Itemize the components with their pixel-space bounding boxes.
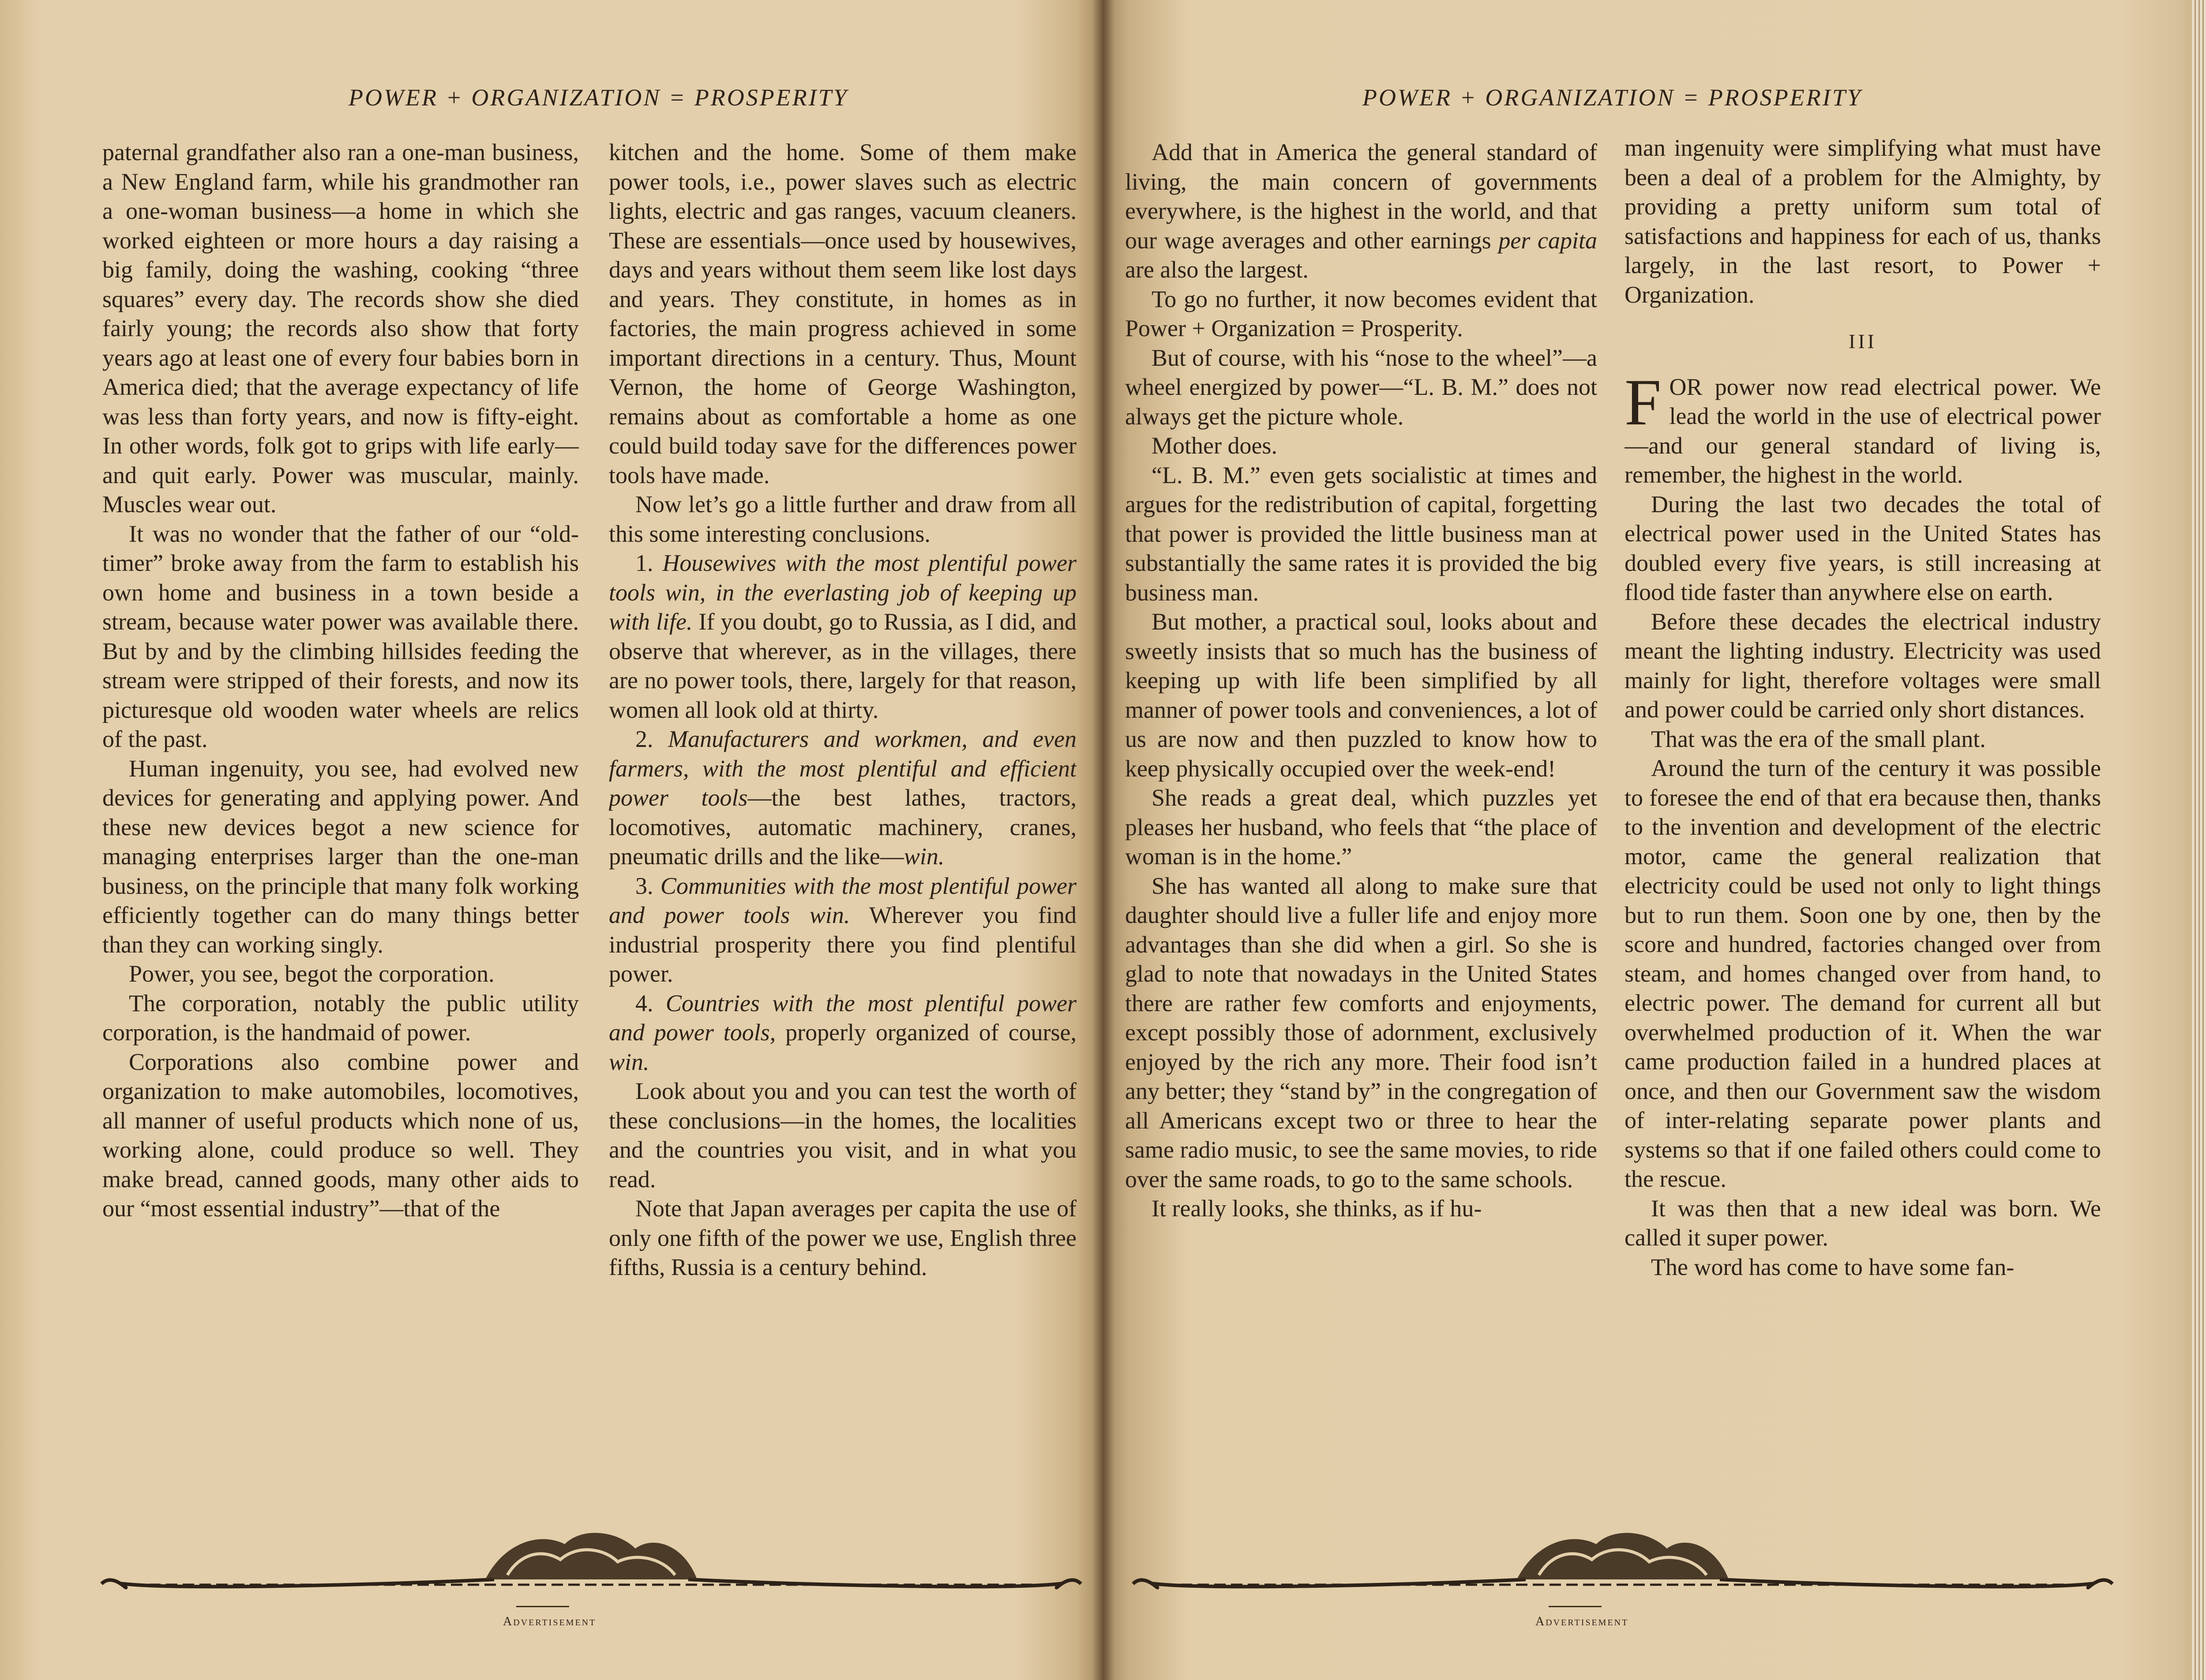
paragraph: paternal grandfather also ran a one-man business, a New England farm, while his grandmother ran a one-woman business—a home in which she worked eighteen or more hours a day raising a big family, doing the washing, cooking “three squares” every day. The records show she died fairly young; the records also show that forty years ago at least one of every four babies born in America died; that the average expectancy of life was less than forty years, and now is fifty-eight. In other words, folk got to grips with life early—and quit early. Power was muscular, mainly. Muscles wear out. <box>102 139 579 518</box>
paragraph: During the last two decades the total of electrical power used in the United States has doubled every five years, is still increasing at flood tide faster than anywhere else on earth. <box>1624 491 2101 605</box>
paragraph: But mother, a practical soul, looks about and sweetly insists that so much has the business of keeping up with life been simplified by all manner of power tools and conveniences, a lot of us are now and then puzzled to know how to keep physically occupied over the week-end! <box>1125 608 1597 782</box>
item-emphasis: Manufacturers and workmen, and even farmers, with the most plentiful and efficient power tools <box>609 726 1077 811</box>
paragraph: Human ingenuity, you see, had evolved new devices for generating and applying power. And these new devices begot a new science for managing enterprises larger than the one-man business, on the principle that many folk working efficiently together can do many things better than they can working singly. <box>102 755 579 958</box>
paragraph: It really looks, she thinks, as if hu- <box>1152 1195 1482 1222</box>
conclusion-item <box>609 548 1077 724</box>
section-number: III <box>1849 330 1877 352</box>
paragraph <box>1125 138 1597 285</box>
advertisement-rule <box>1549 1606 1602 1607</box>
paragraph: “L. B. M.” even gets socialistic at times and argues for the redistribution of capital, forgetting that power is provided the little business man at substantially the same rates it is provided the big business man. <box>1125 461 1597 606</box>
paragraph: The corporation, notably the public utility corporation, is the handmaid of power. <box>102 990 579 1046</box>
item-text: properly organized of course, <box>776 1019 1077 1046</box>
paragraph-emphasis: per capita <box>1498 227 1597 254</box>
running-head: POWER + ORGANIZATION = PROSPERITY <box>349 84 848 111</box>
left-column-1 <box>102 138 579 1501</box>
item-text: Wherever you find industrial prosperity there you find plentiful power. <box>609 902 1077 987</box>
item-emphasis-tail: win. <box>609 1048 649 1075</box>
paragraph: Corporations also combine power and organization to make automobiles, locomotives, all manner of useful products which none of us, working alone, could produce so well. They make bread, canned goods, many other aids to our “most essential industry”—that of the <box>102 1048 579 1222</box>
ornamental-footer-icon <box>97 1518 1085 1610</box>
page-edges <box>2192 0 2206 1680</box>
paragraph-text-tail: are also the largest. <box>1125 256 1309 283</box>
paragraph: She reads a great deal, which puzzles yet pleases her husband, who feels that “the place of woman is in the home.” <box>1125 784 1597 870</box>
ornamental-footer-icon <box>1129 1518 2117 1610</box>
left-column-2 <box>609 138 1077 1501</box>
dropcap: F <box>1624 365 1662 439</box>
conclusion-item <box>609 989 1077 1077</box>
paragraph: It was no wonder that the father of our “old-timer” broke away from the farm to establish his own home and business in a town beside a stream, because water power was available there. But by and by the climbing hillsides feeding the stream were stripped of their forests, and now its picturesque old wooden water wheels are relics of the past. <box>102 520 579 752</box>
advertisement-label: Advertisement <box>503 1615 597 1628</box>
paragraph: Note that Japan averages per capita the use of only one fifth of the power we use, English three fifths, Russia is a century behind. <box>609 1195 1077 1280</box>
item-text: —the best lathes, tractors, locomotives, automatic machinery, cranes, pneumatic drills and the like— <box>609 784 1077 870</box>
paragraph: The word has come to have some fan- <box>1651 1253 2015 1280</box>
paragraph: Now let’s go a little further and draw from all this some interesting conclusions. <box>609 491 1077 547</box>
paragraph: Power, you see, begot the corporation. <box>129 960 495 987</box>
conclusion-item <box>609 724 1077 871</box>
dropcap-paragraph <box>1624 365 2101 490</box>
paragraph: Look about you and you can test the worth of these conclusions—in the homes, the localities and the countries you visit, and in what you read. <box>609 1078 1077 1192</box>
paragraph: She has wanted all along to make sure that daughter should live a fuller life and enjoy more advantages than she did when a girl. So she is glad to note that nowadays in the United States there are rather few comforts and enjoyments, except possibly those of adornment, exclusively enjoyed by the rich any more. Their food isn’t any better; they “stand by” in the congregation of all Americans except two or three to hear the same radio music, to see the same movies, to ride over the same roads, to go to the same schools. <box>1125 872 1597 1192</box>
paragraph-text: Add that in America the general standard of living, the main concern of governments everywhere, is the highest in the world, and that our wage averages and other earnings <box>1125 139 1597 254</box>
conclusion-item <box>609 871 1077 989</box>
paragraph: That was the era of the small plant. <box>1651 725 1986 752</box>
item-emphasis-tail: win. <box>904 843 945 870</box>
paragraph: Mother does. <box>1152 432 1277 459</box>
paragraph: But of course, with his “nose to the wheel”—a wheel energized by power—“L. B. M.” does not always get the picture whole. <box>1125 344 1597 430</box>
paragraph: To go no further, it now becomes evident that Power + Organization = Prosperity. <box>1125 285 1597 341</box>
item-emphasis: Housewives with the most plentiful power tools win, in the everlasting job of keeping up with life. <box>609 550 1077 635</box>
dropcap-paragraph-text: OR power now read electrical power. We lead the world in the use of electrical power—and our general standard of living is, remember, the highest in the world. <box>1624 373 2101 488</box>
paragraph: kitchen and the home. Some of them make power tools, i.e., power slaves such as electric lights, electric and gas ranges, vacuum cleaners. These are essentials—once used by housewives, days and years without them seem like lost days and years. They constitute, in homes as in factories, the main progress achieved in some important directions in a century. Thus, Mount Vernon, the home of George Washington, remains about as comfortable a home as one could build today save for the differences power tools have made. <box>609 139 1077 488</box>
paragraph: man ingenuity were simplifying what must have been a deal of a problem for the Almighty, by providing a pretty uniform sum total of satisfactions and happiness for each of us, thanks largely, in the last resort, to Power + Organization. <box>1624 135 2101 308</box>
item-text: If you doubt, go to Russia, as I did, and observe that wherever, as in the villages, there are no power tools, there, largely for that reason, women all look old at thirty. <box>609 608 1077 723</box>
right-page <box>1102 0 2206 1680</box>
item-number: 4. <box>635 990 653 1016</box>
right-column-2 <box>1624 133 2101 1496</box>
advertisement-rule <box>516 1606 569 1607</box>
item-number: 3. <box>635 872 653 899</box>
paragraph: Around the turn of the century it was possible to foresee the end of that era because then, thanks to the invention and development of the electric motor, came the general realization that electricity could be used not only to light things but to run them. Soon one by one, then by the score and hundred, factories changed over from steam, and homes changed over from hand, to electric power. The demand for current all but overwhelmed production of it. When the war came production failed in a hundred places at once, and then our Government saw the wisdom of inter-relating separate power plants and systems so that if one failed others could come to the rescue. <box>1624 755 2101 1192</box>
item-emphasis: Communities with the most plentiful power and power tools win. <box>609 872 1077 928</box>
item-number: 2. <box>635 726 653 752</box>
item-emphasis: Countries with the most plentiful power and power tools, <box>609 990 1077 1046</box>
right-column-1 <box>1125 138 1597 1501</box>
paragraph: Before these decades the electrical industry meant the lighting industry. Electricity was used mainly for light, therefore voltages were small and power could be carried only short distances. <box>1624 608 2101 723</box>
item-number: 1. <box>635 550 653 576</box>
book-gutter <box>1092 0 1114 1680</box>
advertisement-label: Advertisement <box>1535 1615 1629 1628</box>
running-head: POWER + ORGANIZATION = PROSPERITY <box>1362 84 1862 111</box>
paragraph: It was then that a new ideal was born. We called it super power. <box>1624 1195 2101 1251</box>
